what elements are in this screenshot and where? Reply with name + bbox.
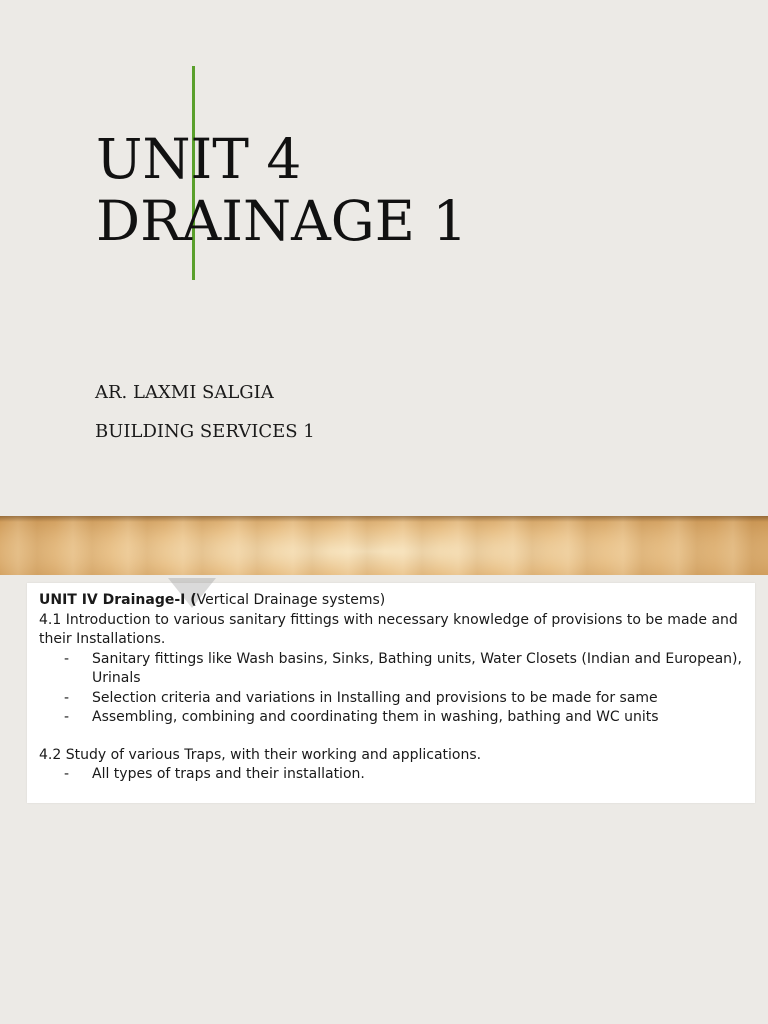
list-item-text: Assembling, combining and coordinating them in washing, bathing and WC units bbox=[92, 709, 659, 725]
syllabus-text bbox=[39, 591, 749, 785]
bullet-dash: - bbox=[64, 766, 70, 782]
title-line-1: UNIT 4 bbox=[96, 127, 302, 191]
slide-title bbox=[96, 128, 467, 252]
list-item-text: Selection criteria and variations in Installing and provisions to be made for same bbox=[92, 689, 658, 706]
list-item bbox=[64, 689, 749, 709]
syllabus-heading bbox=[39, 591, 749, 611]
list-item bbox=[64, 650, 749, 689]
list-item bbox=[64, 765, 749, 785]
syllabus-heading-rest: Vertical Drainage systems) bbox=[196, 592, 386, 608]
list-item-text: Sanitary fittings like Wash basins, Sinks, Bathing units, Water Closets (Indian and European), Urinals bbox=[92, 650, 742, 686]
wood-floor-band bbox=[0, 516, 768, 575]
author-name: AR. LAXMI SALGIA bbox=[95, 382, 274, 403]
title-line-2: DRAINAGE 1 bbox=[96, 189, 468, 253]
section-2-title: 4.2 Study of various Traps, with their working and applications. bbox=[39, 746, 482, 763]
bullet-dash: - bbox=[64, 689, 70, 706]
spacer bbox=[39, 728, 749, 746]
section-1-title: 4.1 Introduction to various sanitary fittings with necessary knowledge of provisions to be made and their Installations. bbox=[39, 611, 738, 647]
list-item-text: All types of traps and their installation. bbox=[92, 766, 365, 782]
section-1-list bbox=[39, 650, 749, 728]
section-2-list bbox=[39, 765, 749, 785]
bullet-dash: - bbox=[64, 650, 70, 667]
syllabus-heading-bold: UNIT IV Drainage-I ( bbox=[39, 592, 197, 608]
course-name: BUILDING SERVICES 1 bbox=[95, 421, 315, 442]
bullet-dash: - bbox=[64, 709, 70, 725]
list-item bbox=[64, 708, 749, 728]
